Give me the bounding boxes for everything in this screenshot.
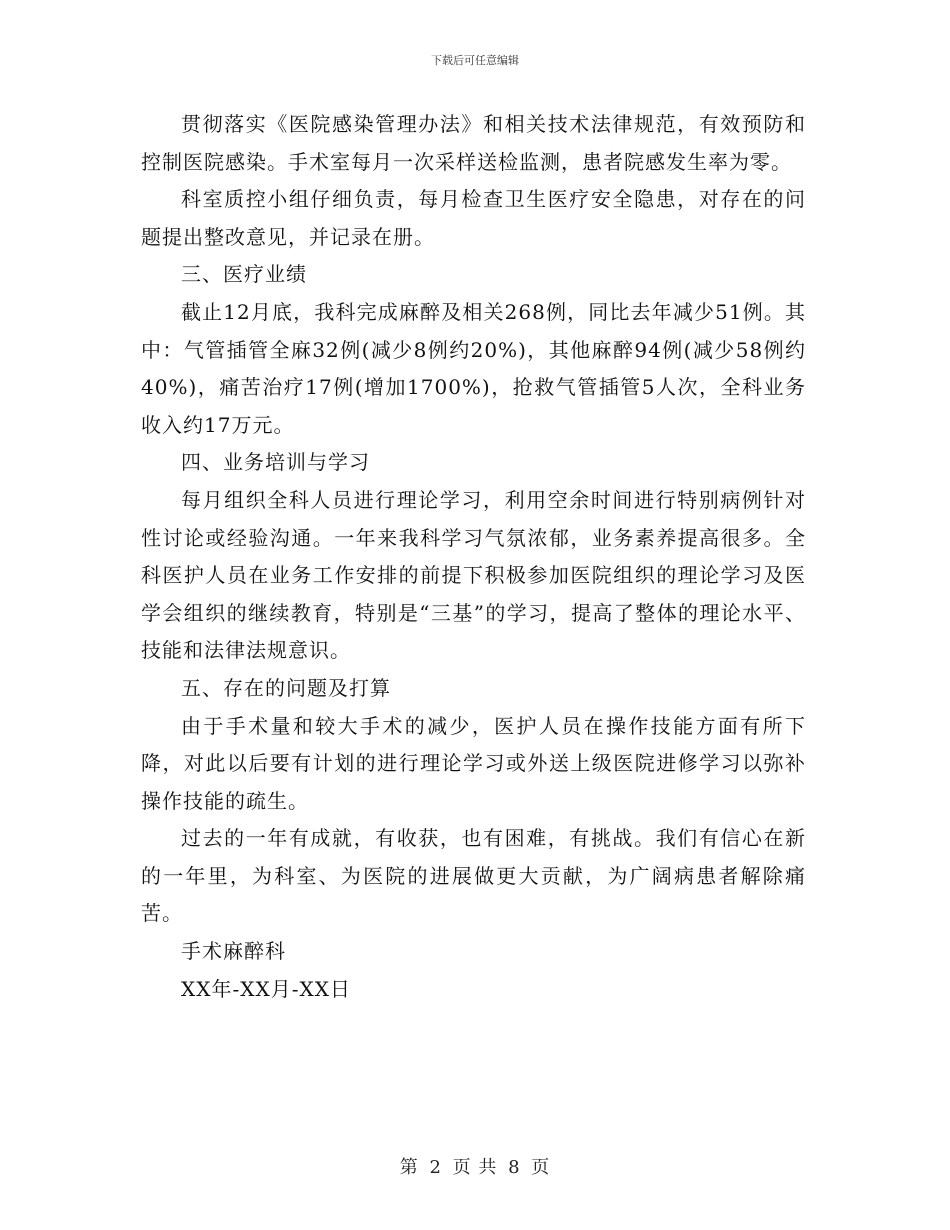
document-body: [141, 106, 806, 1008]
paragraph-training: 每月组织全科人员进行理论学习，利用空余时间进行特别病例针对性讨论或经验沟通。一年来我科学习气氛浓郁，业务素养提高很多。全科医护人员在业务工作安排的前提下积极参加医院组织的理论学习及医学会组织的继续教育，特别是“三基”的学习，提高了整体的理论水平、技能和法律法规意识。: [141, 487, 806, 663]
paragraph-quality-control: 科室质控小组仔细负责，每月检查卫生医疗安全隐患，对存在的问题提出整改意见，并记录在册。: [141, 187, 806, 249]
page-number: 2: [429, 1157, 442, 1178]
paragraph-conclusion: 过去的一年有成就，有收获，也有困难，有挑战。我们有信心在新的一年里，为科室、为医院的进展做更大贡献，为广阔病患者解除痛苦。: [141, 826, 806, 926]
section-heading-medical-performance: 三、医疗业绩: [181, 262, 307, 287]
paragraph-infection-control: 贯彻落实《医院感染管理办法》和相关技术法律规范，有效预防和控制医院感染。手术室每月一次采样送检监测，患者院感发生率为零。: [141, 112, 806, 174]
section-heading-problems: 五、存在的问题及打算: [181, 675, 391, 700]
page-total: 8: [508, 1157, 521, 1178]
footer-suffix: 页: [531, 1157, 551, 1178]
footer-middle: 页 共: [452, 1157, 498, 1178]
paragraph-problems: 由于手术量和较大手术的减少，医护人员在操作技能方面有所下降，对此以后要有计划的进行理论学习或外送上级医院进修学习以弥补操作技能的疏生。: [141, 713, 806, 813]
page-footer: [0, 1153, 950, 1179]
page-header: 下载后可任意编辑: [431, 54, 519, 67]
paragraph-performance-stats: 截止12月底，我科完成麻醉及相关268例，同比去年减少51例。其中：气管插管全麻32例(减少8例约20%)，其他麻醉94例(减少58例约40%)，痛苦治疗17例(增加1700%)，抢救气管插管5人次，全科业务收入约17万元。: [141, 299, 806, 437]
section-heading-training: 四、业务培训与学习: [181, 450, 370, 475]
signature-department: 手术麻醉科: [181, 939, 286, 964]
footer-prefix: 第: [399, 1157, 419, 1178]
signature-date: XX年-XX月-XX日: [181, 976, 351, 1001]
